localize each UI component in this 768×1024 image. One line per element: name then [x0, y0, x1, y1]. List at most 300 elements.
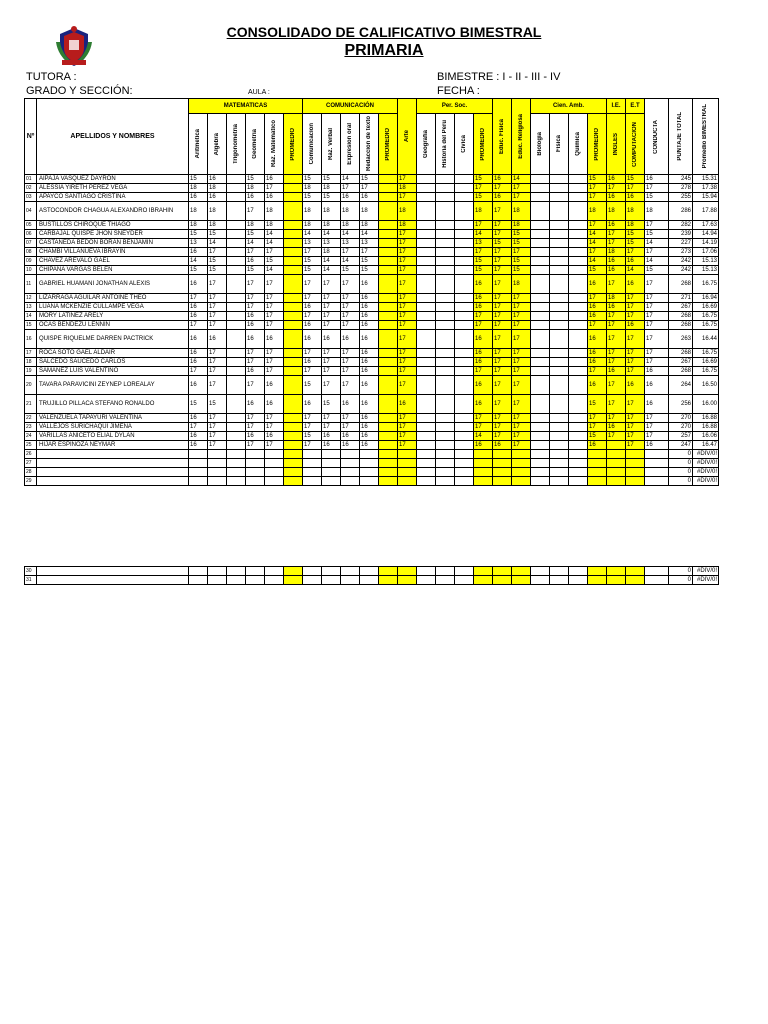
grade-cell: 17 — [246, 423, 265, 432]
grade-cell: 17 — [398, 376, 417, 395]
grade-cell — [436, 239, 455, 248]
grade-cell: 16 — [360, 358, 379, 367]
grade-cell — [607, 576, 626, 585]
grade-cell — [550, 414, 569, 423]
grade-cell — [436, 312, 455, 321]
grade-cell — [569, 450, 588, 459]
grade-cell: 16 — [360, 432, 379, 441]
table-row — [25, 477, 719, 486]
grade-cell — [588, 567, 607, 576]
promedio-cell: 16 — [474, 275, 493, 294]
grade-cell: 16 — [246, 432, 265, 441]
grade-cell — [417, 459, 436, 468]
grade-cell: 17 — [208, 312, 227, 321]
promedio-cell — [379, 239, 398, 248]
grade-cell — [227, 330, 246, 349]
grade-cell: 16 — [607, 221, 626, 230]
grade-cell — [208, 468, 227, 477]
puntaje-total-cell: 256 — [669, 395, 693, 414]
promedio-bimestral-cell: 16.75 — [693, 367, 719, 376]
grade-cell — [417, 266, 436, 275]
grade-cell — [436, 432, 455, 441]
grade-cell: 16 — [246, 330, 265, 349]
puntaje-total-cell: 239 — [669, 230, 693, 239]
grade-cell: 16 — [246, 257, 265, 266]
promedio-bimestral-cell: 16.47 — [693, 441, 719, 450]
promedio-cell — [379, 367, 398, 376]
promedio-cell — [284, 230, 303, 239]
grade-cell — [550, 441, 569, 450]
grade-cell: 18 — [208, 221, 227, 230]
promedio-bimestral-cell: 16.06 — [693, 432, 719, 441]
grade-cell — [607, 477, 626, 486]
grade-cell: 17 — [626, 294, 645, 303]
student-name: GABRIEL HUAMANI JONATHAN ALEXIS — [37, 275, 189, 294]
promedio-cell: 16 — [474, 294, 493, 303]
promedio-bimestral-cell: 17.63 — [693, 221, 719, 230]
grade-cell — [531, 432, 550, 441]
grade-cell: 16 — [607, 193, 626, 202]
conducta-cell: 17 — [645, 414, 669, 423]
grade-cell — [417, 358, 436, 367]
grade-cell: 16 — [246, 193, 265, 202]
promedio-cell — [379, 468, 398, 477]
grade-cell: 17 — [626, 330, 645, 349]
grade-cell: 17 — [398, 432, 417, 441]
puntaje-total-cell: 227 — [669, 239, 693, 248]
grade-cell — [474, 576, 493, 585]
grade-cell: 14 — [189, 257, 208, 266]
promedio-cell — [284, 358, 303, 367]
conducta-cell: 17 — [645, 294, 669, 303]
puntaje-total-cell: 278 — [669, 184, 693, 193]
puntaje-total-cell: 268 — [669, 312, 693, 321]
promedio-cell: 14 — [588, 257, 607, 266]
grade-cell: 17 — [303, 367, 322, 376]
grade-cell: 17 — [398, 248, 417, 257]
grade-cell — [246, 477, 265, 486]
grade-cell — [227, 423, 246, 432]
page-title: CONSOLIDADO DE CALIFICATIVO BIMESTRAL — [226, 24, 542, 40]
grade-cell — [531, 450, 550, 459]
grade-cell: 15 — [265, 257, 284, 266]
grade-cell — [341, 450, 360, 459]
promedio-bimestral-cell: 16.75 — [693, 312, 719, 321]
grade-cell — [531, 414, 550, 423]
grade-cell: 16 — [265, 395, 284, 414]
grade-cell: 18 — [341, 221, 360, 230]
promedio-bimestral-cell: #DIV/0! — [693, 468, 719, 477]
promedio-cell: 17 — [588, 184, 607, 193]
grade-cell: 17 — [303, 414, 322, 423]
grade-cell — [550, 376, 569, 395]
grade-cell: 17 — [341, 303, 360, 312]
grade-cell — [569, 330, 588, 349]
student-name: ASTOCONDOR CHAGUA ALEXANDRO IBRAHIN — [37, 202, 189, 221]
subject-header: Civica — [455, 114, 474, 175]
grade-cell: 16 — [360, 312, 379, 321]
student-name: LUANA MCKENZIE CULLAMPE VEGA — [37, 303, 189, 312]
grade-cell — [531, 567, 550, 576]
promedio-cell — [284, 423, 303, 432]
promedio-cell: 17 — [588, 221, 607, 230]
grade-cell: 17 — [208, 248, 227, 257]
grade-cell: 17 — [626, 423, 645, 432]
grade-cell: 17 — [493, 330, 512, 349]
grade-cell — [569, 468, 588, 477]
grade-cell: 17 — [626, 312, 645, 321]
grade-cell — [455, 477, 474, 486]
grade-cell — [531, 221, 550, 230]
student-name — [37, 468, 189, 477]
grade-cell: 16 — [246, 312, 265, 321]
grade-cell — [303, 468, 322, 477]
subject-header: Quimica — [569, 114, 588, 175]
grade-cell — [550, 202, 569, 221]
grade-cell: 16 — [626, 257, 645, 266]
row-number: 17 — [25, 349, 37, 358]
grade-cell — [417, 567, 436, 576]
table-row — [25, 184, 719, 193]
grade-cell — [569, 175, 588, 184]
grade-cell: 16 — [189, 275, 208, 294]
grade-cell — [208, 567, 227, 576]
grade-cell: 17 — [512, 432, 531, 441]
promedio-cell: 17 — [588, 248, 607, 257]
puntaje-total-cell: 0 — [669, 567, 693, 576]
grade-cell: 17 — [265, 184, 284, 193]
grade-cell: 17 — [341, 321, 360, 330]
grade-cell: 16 — [360, 275, 379, 294]
grade-cell: 15 — [360, 266, 379, 275]
grade-cell: 16 — [322, 330, 341, 349]
grade-cell — [455, 221, 474, 230]
student-name: VALLEJOS SURICHAQUI JIMENA — [37, 423, 189, 432]
puntaje-total-cell: 270 — [669, 414, 693, 423]
grade-cell: 16 — [322, 441, 341, 450]
grade-cell — [550, 358, 569, 367]
row-number: 16 — [25, 330, 37, 349]
grade-cell — [379, 576, 398, 585]
table-row — [25, 230, 719, 239]
promedio-cell: 16 — [474, 349, 493, 358]
grade-cell: 13 — [360, 239, 379, 248]
grade-cell: 17 — [246, 441, 265, 450]
promedio-cell: 17 — [474, 414, 493, 423]
grade-cell — [417, 221, 436, 230]
promedio-bimestral-cell: 15.13 — [693, 266, 719, 275]
grade-cell: 17 — [398, 358, 417, 367]
grade-cell — [550, 367, 569, 376]
row-number: 04 — [25, 202, 37, 221]
subject-header: Geometria — [246, 114, 265, 175]
grade-cell: 18 — [360, 202, 379, 221]
grade-cell: 16 — [360, 303, 379, 312]
grade-cell: 17 — [398, 294, 417, 303]
grade-cell — [417, 230, 436, 239]
grade-cell: 17 — [322, 414, 341, 423]
promedio-bimestral-cell: 16.50 — [693, 376, 719, 395]
grade-cell: 14 — [360, 230, 379, 239]
grade-cell: 17 — [512, 414, 531, 423]
grade-cell — [569, 275, 588, 294]
grade-cell — [436, 193, 455, 202]
promedio-cell — [284, 202, 303, 221]
grade-cell: 17 — [246, 202, 265, 221]
puntaje-total-cell: 0 — [669, 450, 693, 459]
grade-cell: 17 — [265, 349, 284, 358]
grade-cell: 17 — [512, 376, 531, 395]
table-row — [25, 367, 719, 376]
promedio-bimestral-cell: 16.88 — [693, 414, 719, 423]
grade-cell: 17 — [512, 367, 531, 376]
grade-cell: 16 — [360, 395, 379, 414]
student-name: TRUJILLO PILLACA STEFANO RONALDO — [37, 395, 189, 414]
grade-cell — [265, 477, 284, 486]
grade-cell — [436, 184, 455, 193]
promedio-cell — [284, 266, 303, 275]
table-row — [25, 395, 719, 414]
grade-cell: 17 — [493, 230, 512, 239]
conducta-cell: 16 — [645, 175, 669, 184]
promedio-cell — [379, 330, 398, 349]
row-number: 24 — [25, 432, 37, 441]
grade-cell — [436, 221, 455, 230]
subject-header: COMPUTACION — [626, 114, 645, 175]
grade-cell: 16 — [607, 175, 626, 184]
grade-cell: 17 — [303, 275, 322, 294]
grade-cell — [607, 459, 626, 468]
grade-cell: 18 — [265, 221, 284, 230]
grade-cell: 14 — [341, 175, 360, 184]
grade-cell — [303, 567, 322, 576]
grade-cell — [550, 184, 569, 193]
grade-cell — [531, 202, 550, 221]
student-name: SAMANEZ LUIS VALENTINO — [37, 367, 189, 376]
student-name: ROCA SOTO GAEL ALDAIR — [37, 349, 189, 358]
grade-cell — [189, 477, 208, 486]
grade-cell: 15 — [189, 175, 208, 184]
grade-cell — [512, 477, 531, 486]
grade-cell — [455, 321, 474, 330]
promedio-cell — [284, 193, 303, 202]
grade-cell: 15 — [322, 193, 341, 202]
grade-cell — [227, 248, 246, 257]
grade-cell — [436, 175, 455, 184]
grade-cell — [417, 576, 436, 585]
grade-cell: 16 — [189, 248, 208, 257]
grade-cell: 16 — [208, 330, 227, 349]
promedio-cell: 15 — [474, 175, 493, 184]
grade-cell: 17 — [208, 349, 227, 358]
grade-cell: 17 — [246, 349, 265, 358]
grade-cell — [303, 450, 322, 459]
grade-cell: 16 — [246, 395, 265, 414]
grade-cell: 17 — [493, 184, 512, 193]
group-comunicacion: COMUNICACIÓN — [303, 99, 398, 114]
promedio-cell: 17 — [588, 367, 607, 376]
grade-cell — [322, 477, 341, 486]
grade-cell: 15 — [493, 239, 512, 248]
grade-cell — [227, 193, 246, 202]
grade-cell — [626, 576, 645, 585]
row-number: 30 — [25, 567, 37, 576]
grade-cell — [227, 376, 246, 395]
row-number: 26 — [25, 450, 37, 459]
grade-cell: 16 — [607, 266, 626, 275]
grade-cell — [341, 567, 360, 576]
puntaje-total-cell: 0 — [669, 576, 693, 585]
grade-cell — [227, 459, 246, 468]
promedio-cell: 13 — [474, 239, 493, 248]
grade-cell — [436, 567, 455, 576]
grade-cell: 14 — [303, 230, 322, 239]
extra-rows-table — [24, 566, 719, 585]
grade-cell: 15 — [246, 266, 265, 275]
grade-cell: 17 — [341, 376, 360, 395]
grade-cell: 16 — [360, 349, 379, 358]
grade-cell: 16 — [360, 441, 379, 450]
promedio-cell: 16 — [474, 330, 493, 349]
promedio-cell — [379, 184, 398, 193]
grade-cell — [417, 193, 436, 202]
grade-cell — [569, 239, 588, 248]
grade-cell: 13 — [322, 239, 341, 248]
grade-cell — [455, 349, 474, 358]
grade-cell: 17 — [303, 441, 322, 450]
grade-cell: 16 — [246, 321, 265, 330]
grade-cell: 16 — [265, 376, 284, 395]
promedio-bimestral-cell: 16.75 — [693, 349, 719, 358]
grade-cell — [626, 459, 645, 468]
subject-header: Raz. Verbal — [322, 114, 341, 175]
grade-cell: 16 — [626, 193, 645, 202]
grade-cell — [322, 450, 341, 459]
grade-cell: 18 — [626, 202, 645, 221]
promedio-cell — [284, 477, 303, 486]
grade-cell: 15 — [512, 230, 531, 239]
promedio-cell: 17 — [588, 294, 607, 303]
grade-cell — [455, 303, 474, 312]
grade-cell: 17 — [398, 321, 417, 330]
puntaje-total-cell: 268 — [669, 321, 693, 330]
grade-cell: 17 — [246, 303, 265, 312]
promedio-cell — [284, 330, 303, 349]
grade-cell — [398, 450, 417, 459]
promedio-cell — [284, 459, 303, 468]
grade-cell — [493, 477, 512, 486]
grade-cell — [493, 450, 512, 459]
grade-cell — [493, 567, 512, 576]
grade-cell — [227, 257, 246, 266]
grade-cell — [569, 395, 588, 414]
promedio-cell — [379, 303, 398, 312]
grade-cell: 16 — [189, 414, 208, 423]
grade-cell — [227, 358, 246, 367]
grade-cell — [436, 294, 455, 303]
grade-cell — [322, 576, 341, 585]
grade-cell — [227, 367, 246, 376]
student-name — [37, 477, 189, 486]
grade-cell — [436, 321, 455, 330]
grade-cell: 18 — [398, 184, 417, 193]
grade-cell — [531, 257, 550, 266]
grade-cell: 17 — [322, 358, 341, 367]
promedio-cell: 15 — [474, 193, 493, 202]
promedio-cell: 17 — [588, 321, 607, 330]
puntaje-total-cell: 242 — [669, 266, 693, 275]
grade-cell: 18 — [265, 202, 284, 221]
grade-cell: 17 — [626, 395, 645, 414]
promedio-cell — [284, 395, 303, 414]
table-row — [25, 257, 719, 266]
conducta-cell: 17 — [645, 275, 669, 294]
grade-cell — [607, 567, 626, 576]
grade-cell — [417, 303, 436, 312]
promedio-cell — [379, 423, 398, 432]
grade-cell: 17 — [208, 367, 227, 376]
grade-cell: 16 — [341, 193, 360, 202]
conducta-cell: 15 — [645, 193, 669, 202]
grade-cell: 17 — [322, 367, 341, 376]
grade-cell: 16 — [265, 330, 284, 349]
grade-cell — [531, 266, 550, 275]
conducta-cell: 16 — [645, 441, 669, 450]
conducta-cell: 18 — [645, 202, 669, 221]
puntaje-total-cell: 271 — [669, 294, 693, 303]
grade-cell: 17 — [607, 330, 626, 349]
row-number: 12 — [25, 294, 37, 303]
grade-cell — [284, 567, 303, 576]
grade-cell: 15 — [246, 230, 265, 239]
puntaje-total-cell: 273 — [669, 248, 693, 257]
table-row — [25, 576, 719, 585]
grade-cell: 17 — [246, 294, 265, 303]
grade-cell: 17 — [265, 358, 284, 367]
grade-cell: 14 — [322, 257, 341, 266]
names-header: APELLIDOS Y NOMBRES — [37, 99, 189, 175]
grade-cell: 18 — [303, 202, 322, 221]
grade-cell — [360, 468, 379, 477]
grade-cell: 17 — [322, 423, 341, 432]
grade-cell — [569, 303, 588, 312]
student-name: VALENZUELA TAPAYURI VALENTINA — [37, 414, 189, 423]
grade-cell — [626, 477, 645, 486]
promedio-cell — [474, 459, 493, 468]
grade-cell: 17 — [607, 312, 626, 321]
grade-cell: 16 — [493, 175, 512, 184]
promedio-cell: 18 — [588, 202, 607, 221]
grade-cell: 17 — [208, 432, 227, 441]
conducta-cell: 17 — [645, 184, 669, 193]
puntaje-total-cell: 263 — [669, 330, 693, 349]
grade-cell: 17 — [189, 294, 208, 303]
promedio-cell — [379, 358, 398, 367]
grade-cell: 14 — [265, 239, 284, 248]
row-number: 01 — [25, 175, 37, 184]
grade-cell: 15 — [626, 175, 645, 184]
promedio-cell — [379, 248, 398, 257]
promedio-cell — [284, 294, 303, 303]
grade-cell — [569, 441, 588, 450]
grade-cell — [569, 202, 588, 221]
puntaje-total-cell: 267 — [669, 303, 693, 312]
table-row — [25, 376, 719, 395]
row-number: 23 — [25, 423, 37, 432]
grade-cell — [417, 367, 436, 376]
grade-cell: 16 — [189, 303, 208, 312]
subject-header: Trigonometria — [227, 114, 246, 175]
